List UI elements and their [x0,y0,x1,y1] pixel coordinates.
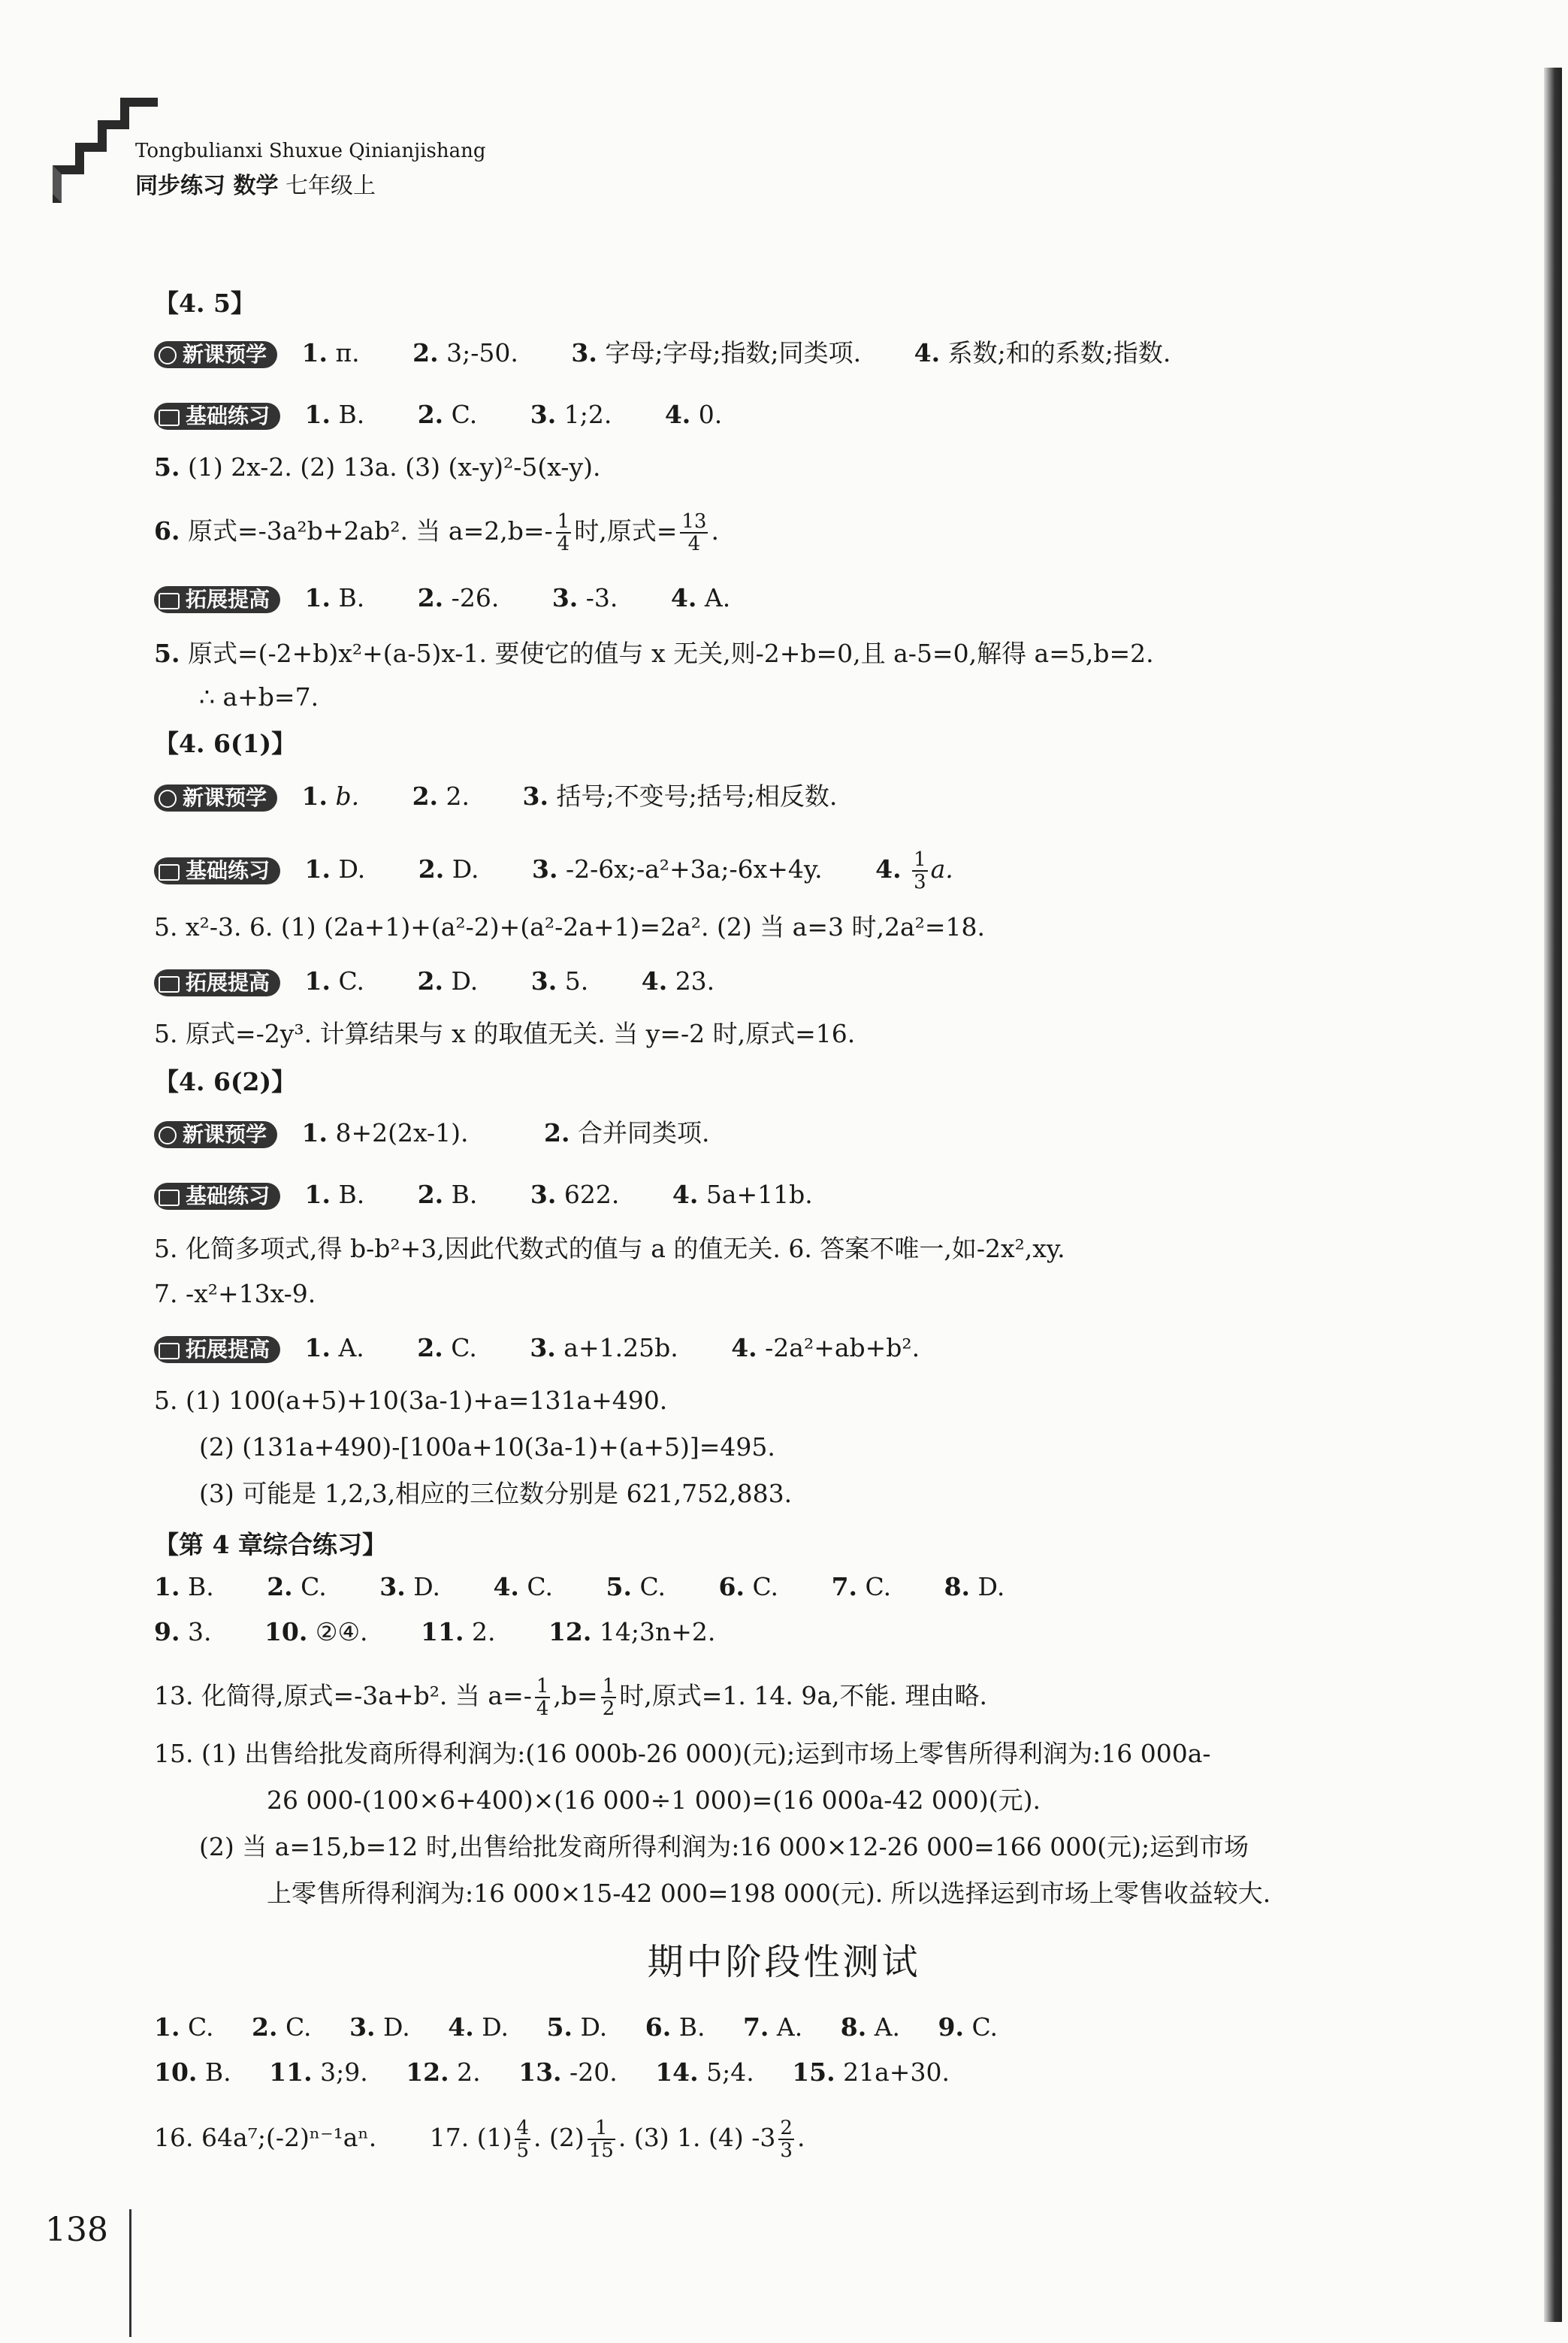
fraction: $\frac{13}{4}$ [681,510,707,555]
s461-basic-row: 基础练习 1. D. 2. D. 3. -2-6x;-a²+3a;-6x+4y. 4. $\frac{1}{3}$ a. [154,849,953,893]
badge-extend: 拓展提高 [154,586,280,613]
clock-icon [159,790,177,808]
fraction: $\frac{1}{2}$ [602,1675,615,1720]
s462-ext-row: 拓展提高 1. A. 2. C. 3. a+1.25b. 4. -2a²+ab+b². [154,1332,920,1365]
fraction: $\frac{1}{4}$ [557,510,570,555]
badge-basic: 基础练习 [154,1183,280,1210]
header-title [135,167,376,200]
page-number-rule [129,2209,131,2337]
fraction: $\frac{1}{3}$ [914,848,926,893]
badge-preview: 新课预学 [154,785,277,812]
book-icon [159,593,180,609]
s45-preview-row: 新课预学 1. π. 2. 3;-50. 3. 字母;字母;指数;同类项. 4. 系数;和的系数;指数. [154,337,1171,370]
s462-basic-row: 基础练习 1. B. 2. B. 3. 622. 4. 5a+11b. [154,1178,813,1211]
badge-basic: 基础练习 [154,857,280,884]
clock-icon [159,1126,177,1144]
ch4-q15-2a: (2) 当 a=15,b=12 时,出售给批发商所得利润为:16 000×12-26 000=166 000(元);运到市场 [199,1832,1249,1861]
ch4-q15-1b: 26 000-(100×6+400)×(16 000÷1 000)=(16 000a-42 000)(元). [267,1785,1041,1815]
header-grade: 七年级上 [286,173,376,199]
book-icon [159,410,180,426]
s45-q5: 5. (1) 2x-2. (2) 13a. (3) (x-y)²-5(x-y). [154,452,601,482]
ch4-row1: 1. B. 2. C. 3. D. 4. C. 5. C. 6. C. 7. C. 8. D. [154,1572,1005,1601]
fraction: $\frac{2}{3}$ [780,2117,793,2162]
mid-row1: 1. C. 2. C. 3. D. 4. D. 5. D. 6. B. 7. A. 8. A. 9. C. [154,2012,999,2042]
s461-ext-row: 拓展提高 1. C. 2. D. 3. 5. 4. 23. [154,965,715,998]
s462-e5-3: (3) 可能是 1,2,3,相应的三位数分别是 621,752,883. [199,1479,793,1508]
s45-e5-cont: ∴ a+b=7. [199,682,319,712]
book-icon [159,864,180,881]
s462-preview-row: 新课预学 1. 8+2(2x-1). 2. 合并同类项. [154,1117,709,1150]
badge-extend: 拓展提高 [154,969,280,996]
clock-icon [159,346,177,364]
fraction: $\frac{1}{4}$ [536,1675,549,1720]
section-heading-4-5: 【4. 5】 [154,289,255,318]
ch4-row2: 9. 3. 10. ②④. 11. 2. 12. 14;3n+2. [154,1617,716,1646]
s462-q7: 7. -x²+13x-9. [154,1279,316,1308]
badge-extend: 拓展提高 [154,1336,280,1363]
ch4-q15-1a: 15. (1) 出售给批发商所得利润为:(16 000b-26 000)(元);运到市场上零售所得利润为:16 000a- [154,1739,1211,1768]
mid-q16-q17: 16. 64a⁷;(-2)ⁿ⁻¹aⁿ. 17. (1) $\frac{4}{5}$ . (2) $\frac{1}{15}$ . (3) 1. (4) -3 $\frac{2}{3}$ . [154,2117,805,2162]
header-title-bold: 同步练习 数学 [135,173,279,199]
s45-e5: 5. 原式=(-2+b)x²+(a-5)x-1. 要使它的值与 x 无关,则-2+b=0,且 a-5=0,解得 a=5,b=2. [154,639,1154,668]
ch4-q15-2b: 上零售所得利润为:16 000×15-42 000=198 000(元). 所以选择运到市场上零售收益较大. [267,1879,1271,1908]
fraction: $\frac{1}{15}$ [588,2117,614,2162]
badge-basic: 基础练习 [154,403,280,430]
mid-row2: 10. B. 11. 3;9. 12. 2. 13. -20. 14. 5;4. 15. 21a+30. [154,2057,950,2087]
section-heading-4-6-1: 【4. 6(1)】 [154,729,297,758]
badge-preview: 新课预学 [154,1121,277,1148]
page-number: 138 [45,2211,108,2249]
book-icon [159,1343,180,1359]
section-heading-ch4: 【第 4 章综合练习】 [154,1530,387,1559]
header-pinyin: Tongbulianxi Shuxue Qinianjishang [135,140,486,162]
s462-q5-q6: 5. 化简多项式,得 b-b²+3,因此代数式的值与 a 的值无关. 6. 答案不唯一,如-2x²,xy. [154,1234,1065,1263]
book-icon [159,1190,180,1206]
s45-q6: 6. 原式=-3a²b+2ab². 当 a=2,b=- $\frac{1}{4}$ 时,原式= $\frac{13}{4}$ . [154,510,719,555]
s461-preview-row: 新课预学 1. b. 2. 2. 3. 括号;不变号;括号;相反数. [154,780,837,813]
s45-basic-row: 基础练习 1. B. 2. C. 3. 1;2. 4. 0. [154,398,722,431]
ch4-q13-q14: 13. 化简得,原式=-3a+b². 当 a=- $\frac{1}{4}$ ,b= $\frac{1}{2}$ 时,原式=1. 14. 9a,不能. 理由略. [154,1675,987,1720]
s461-q5-q6: 5. x²-3. 6. (1) (2a+1)+(a²-2)+(a²-2a+1)=2a². (2) 当 a=3 时,2a²=18. [154,912,986,942]
section-heading-4-6-2: 【4. 6(2)】 [154,1067,297,1096]
s461-e5: 5. 原式=-2y³. 计算结果与 x 的取值无关. 当 y=-2 时,原式=16. [154,1019,856,1048]
s462-e5-2: (2) (131a+490)-[100a+10(3a-1)+(a+5)]=495. [199,1432,775,1462]
s462-e5-1: 5. (1) 100(a+5)+10(3a-1)+a=131a+490. [154,1386,668,1415]
badge-preview: 新课预学 [154,341,277,368]
fraction: $\frac{4}{5}$ [516,2117,530,2162]
book-icon [159,976,180,993]
s45-ext-row: 拓展提高 1. B. 2. -26. 3. -3. 4. A. [154,582,730,615]
midterm-title: 期中阶段性测试 [647,1941,921,1983]
